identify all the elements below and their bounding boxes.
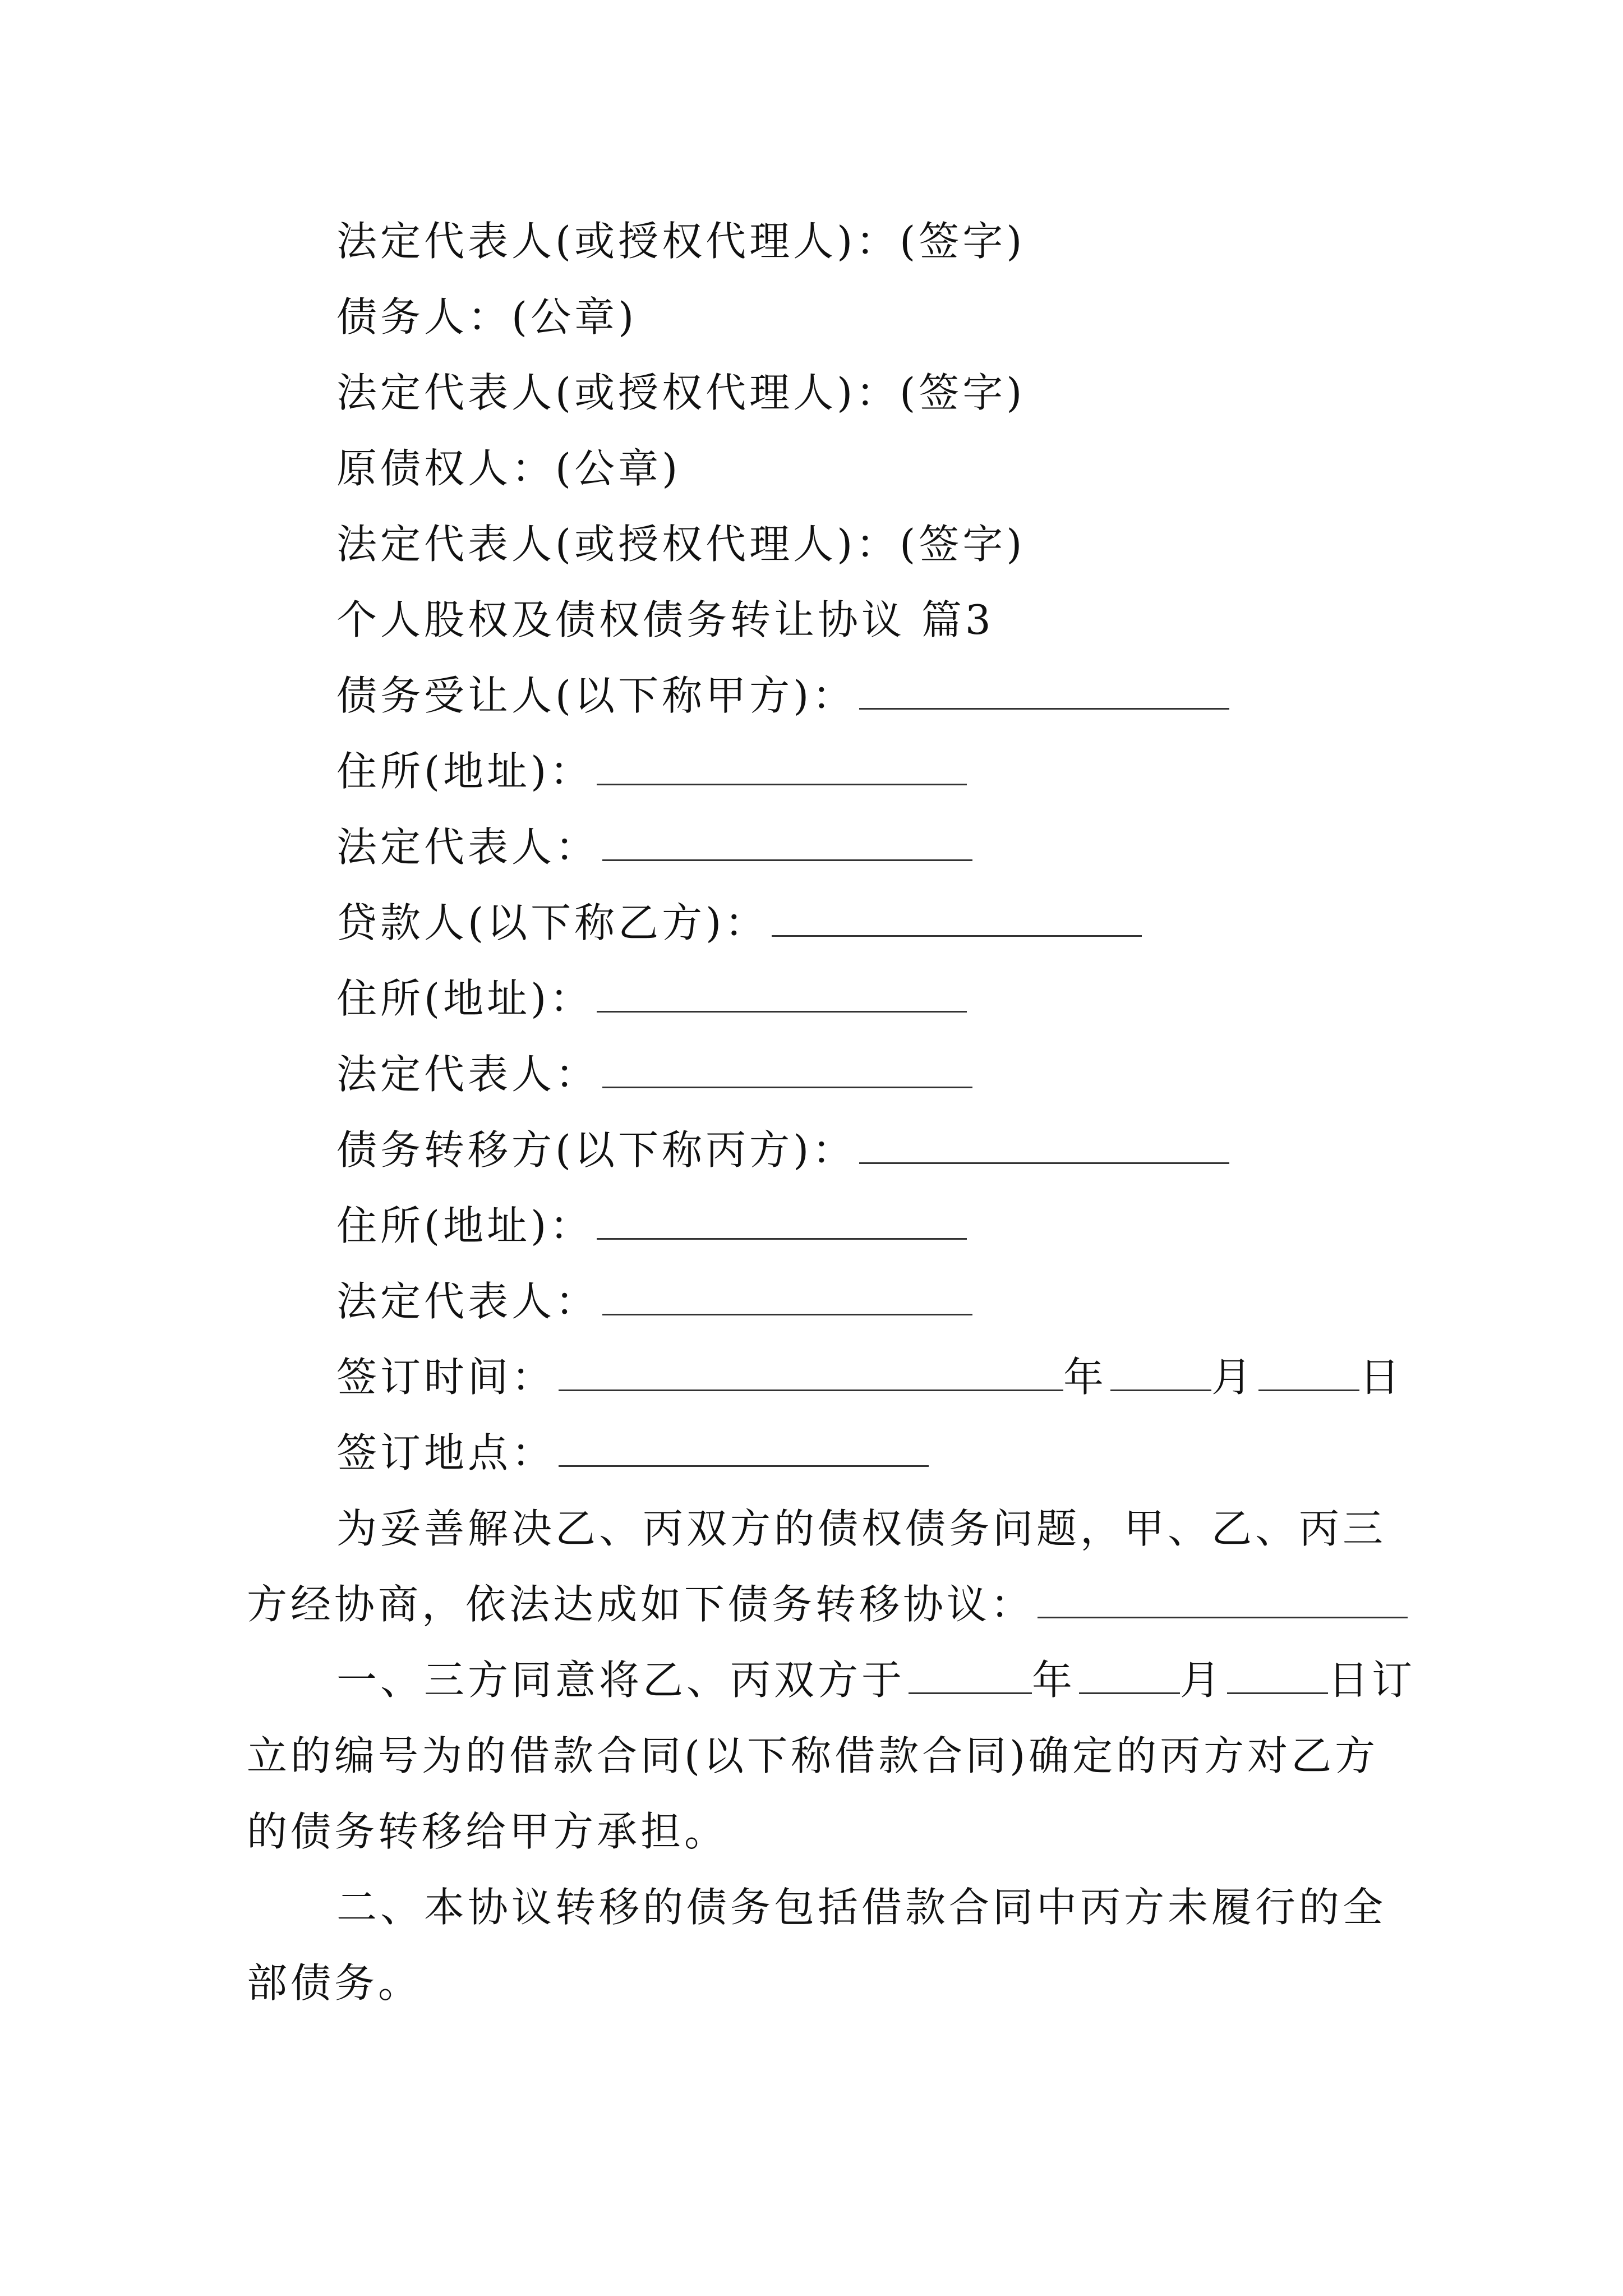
clause-1-line-1 <box>336 1652 1416 1708</box>
party-c-rep-blank[interactable] <box>602 1279 972 1315</box>
party-a-rep-label: 法定代表人： <box>336 823 600 871</box>
clause-2-line-2: 部债务。 <box>247 1959 422 2007</box>
clause-1-line-3: 的债务转移给甲方承担。 <box>247 1808 728 1855</box>
clause-1-month-label: 月 <box>1180 1657 1224 1704</box>
clause-1-year-blank[interactable] <box>909 1658 1032 1694</box>
party-c-address-line <box>336 1198 967 1254</box>
party-a-address-line <box>336 743 967 799</box>
party-a-rep-blank[interactable] <box>602 825 972 861</box>
clause-1-month-blank[interactable] <box>1079 1658 1180 1694</box>
signature-line-original-creditor: 原债权人：(公章) <box>336 445 681 492</box>
party-c-line <box>336 1122 1229 1178</box>
party-c-address-label: 住所(地址)： <box>336 1202 594 1249</box>
signing-time-blank[interactable] <box>559 1355 1063 1391</box>
clause-1-day-label: 日订 <box>1328 1657 1416 1704</box>
signing-place-label: 签订地点： <box>336 1429 556 1476</box>
party-b-rep-line <box>336 1046 972 1102</box>
intro-line-2 <box>247 1576 1385 1632</box>
clause-1-text-a: 一、三方同意将乙、丙双方于 <box>336 1657 906 1704</box>
signature-line-rep-2: 法定代表人(或授权代理人)：(签字) <box>336 369 1026 416</box>
clause-1-line-2: 立的编号为的借款合同(以下称借款合同)确定的丙方对乙方 <box>247 1732 1379 1779</box>
party-b-address-line <box>336 970 967 1027</box>
section-title: 个人股权及债权债务转让协议 篇3 <box>336 596 994 643</box>
party-a-blank[interactable] <box>859 673 1229 710</box>
party-b-address-label: 住所(地址)： <box>336 975 594 1022</box>
party-b-label: 贷款人(以下称乙方)： <box>336 899 769 946</box>
party-a-rep-line <box>336 819 972 875</box>
party-a-address-label: 住所(地址)： <box>336 748 594 795</box>
signature-line-debtor: 债务人：(公章) <box>336 293 638 341</box>
party-a-line <box>336 668 1229 724</box>
party-a-address-blank[interactable] <box>597 749 967 785</box>
intro-blank[interactable] <box>1038 1582 1408 1618</box>
clause-1-year-label: 年 <box>1032 1657 1076 1704</box>
signature-line-rep-1: 法定代表人(或授权代理人)：(签字) <box>336 218 1026 265</box>
party-b-blank[interactable] <box>772 900 1142 937</box>
signing-day-blank[interactable] <box>1258 1355 1359 1391</box>
party-c-label: 债务转移方(以下称丙方)： <box>336 1126 856 1174</box>
signing-time-label: 签订时间： <box>336 1354 556 1401</box>
party-b-line <box>336 895 1142 951</box>
intro-line-2-text: 方经协商，依法达成如下债务转移协议： <box>247 1581 1035 1628</box>
clause-1-day-blank[interactable] <box>1227 1658 1328 1694</box>
signing-place-line <box>336 1425 929 1481</box>
party-c-address-blank[interactable] <box>597 1203 967 1240</box>
party-c-rep-label: 法定代表人： <box>336 1278 600 1325</box>
signing-month-blank[interactable] <box>1110 1355 1211 1391</box>
party-c-rep-line <box>336 1273 972 1329</box>
intro-line-1: 为妥善解决乙、丙双方的债权债务问题，甲、乙、丙三 <box>336 1505 1387 1552</box>
signing-year-label: 年 <box>1063 1354 1108 1401</box>
party-b-address-blank[interactable] <box>597 976 967 1013</box>
party-a-label: 债务受让人(以下称甲方)： <box>336 672 856 719</box>
signing-time-line <box>336 1349 1403 1405</box>
party-b-rep-label: 法定代表人： <box>336 1051 600 1098</box>
signing-month-label: 月 <box>1211 1354 1256 1401</box>
signing-day-label: 日 <box>1359 1354 1404 1401</box>
clause-2-line-1: 二、本协议转移的债务包括借款合同中丙方未履行的全 <box>336 1884 1387 1931</box>
signing-place-blank[interactable] <box>559 1430 929 1467</box>
party-c-blank[interactable] <box>859 1128 1229 1164</box>
party-b-rep-blank[interactable] <box>602 1052 972 1088</box>
signature-line-rep-3: 法定代表人(或授权代理人)：(签字) <box>336 521 1026 568</box>
